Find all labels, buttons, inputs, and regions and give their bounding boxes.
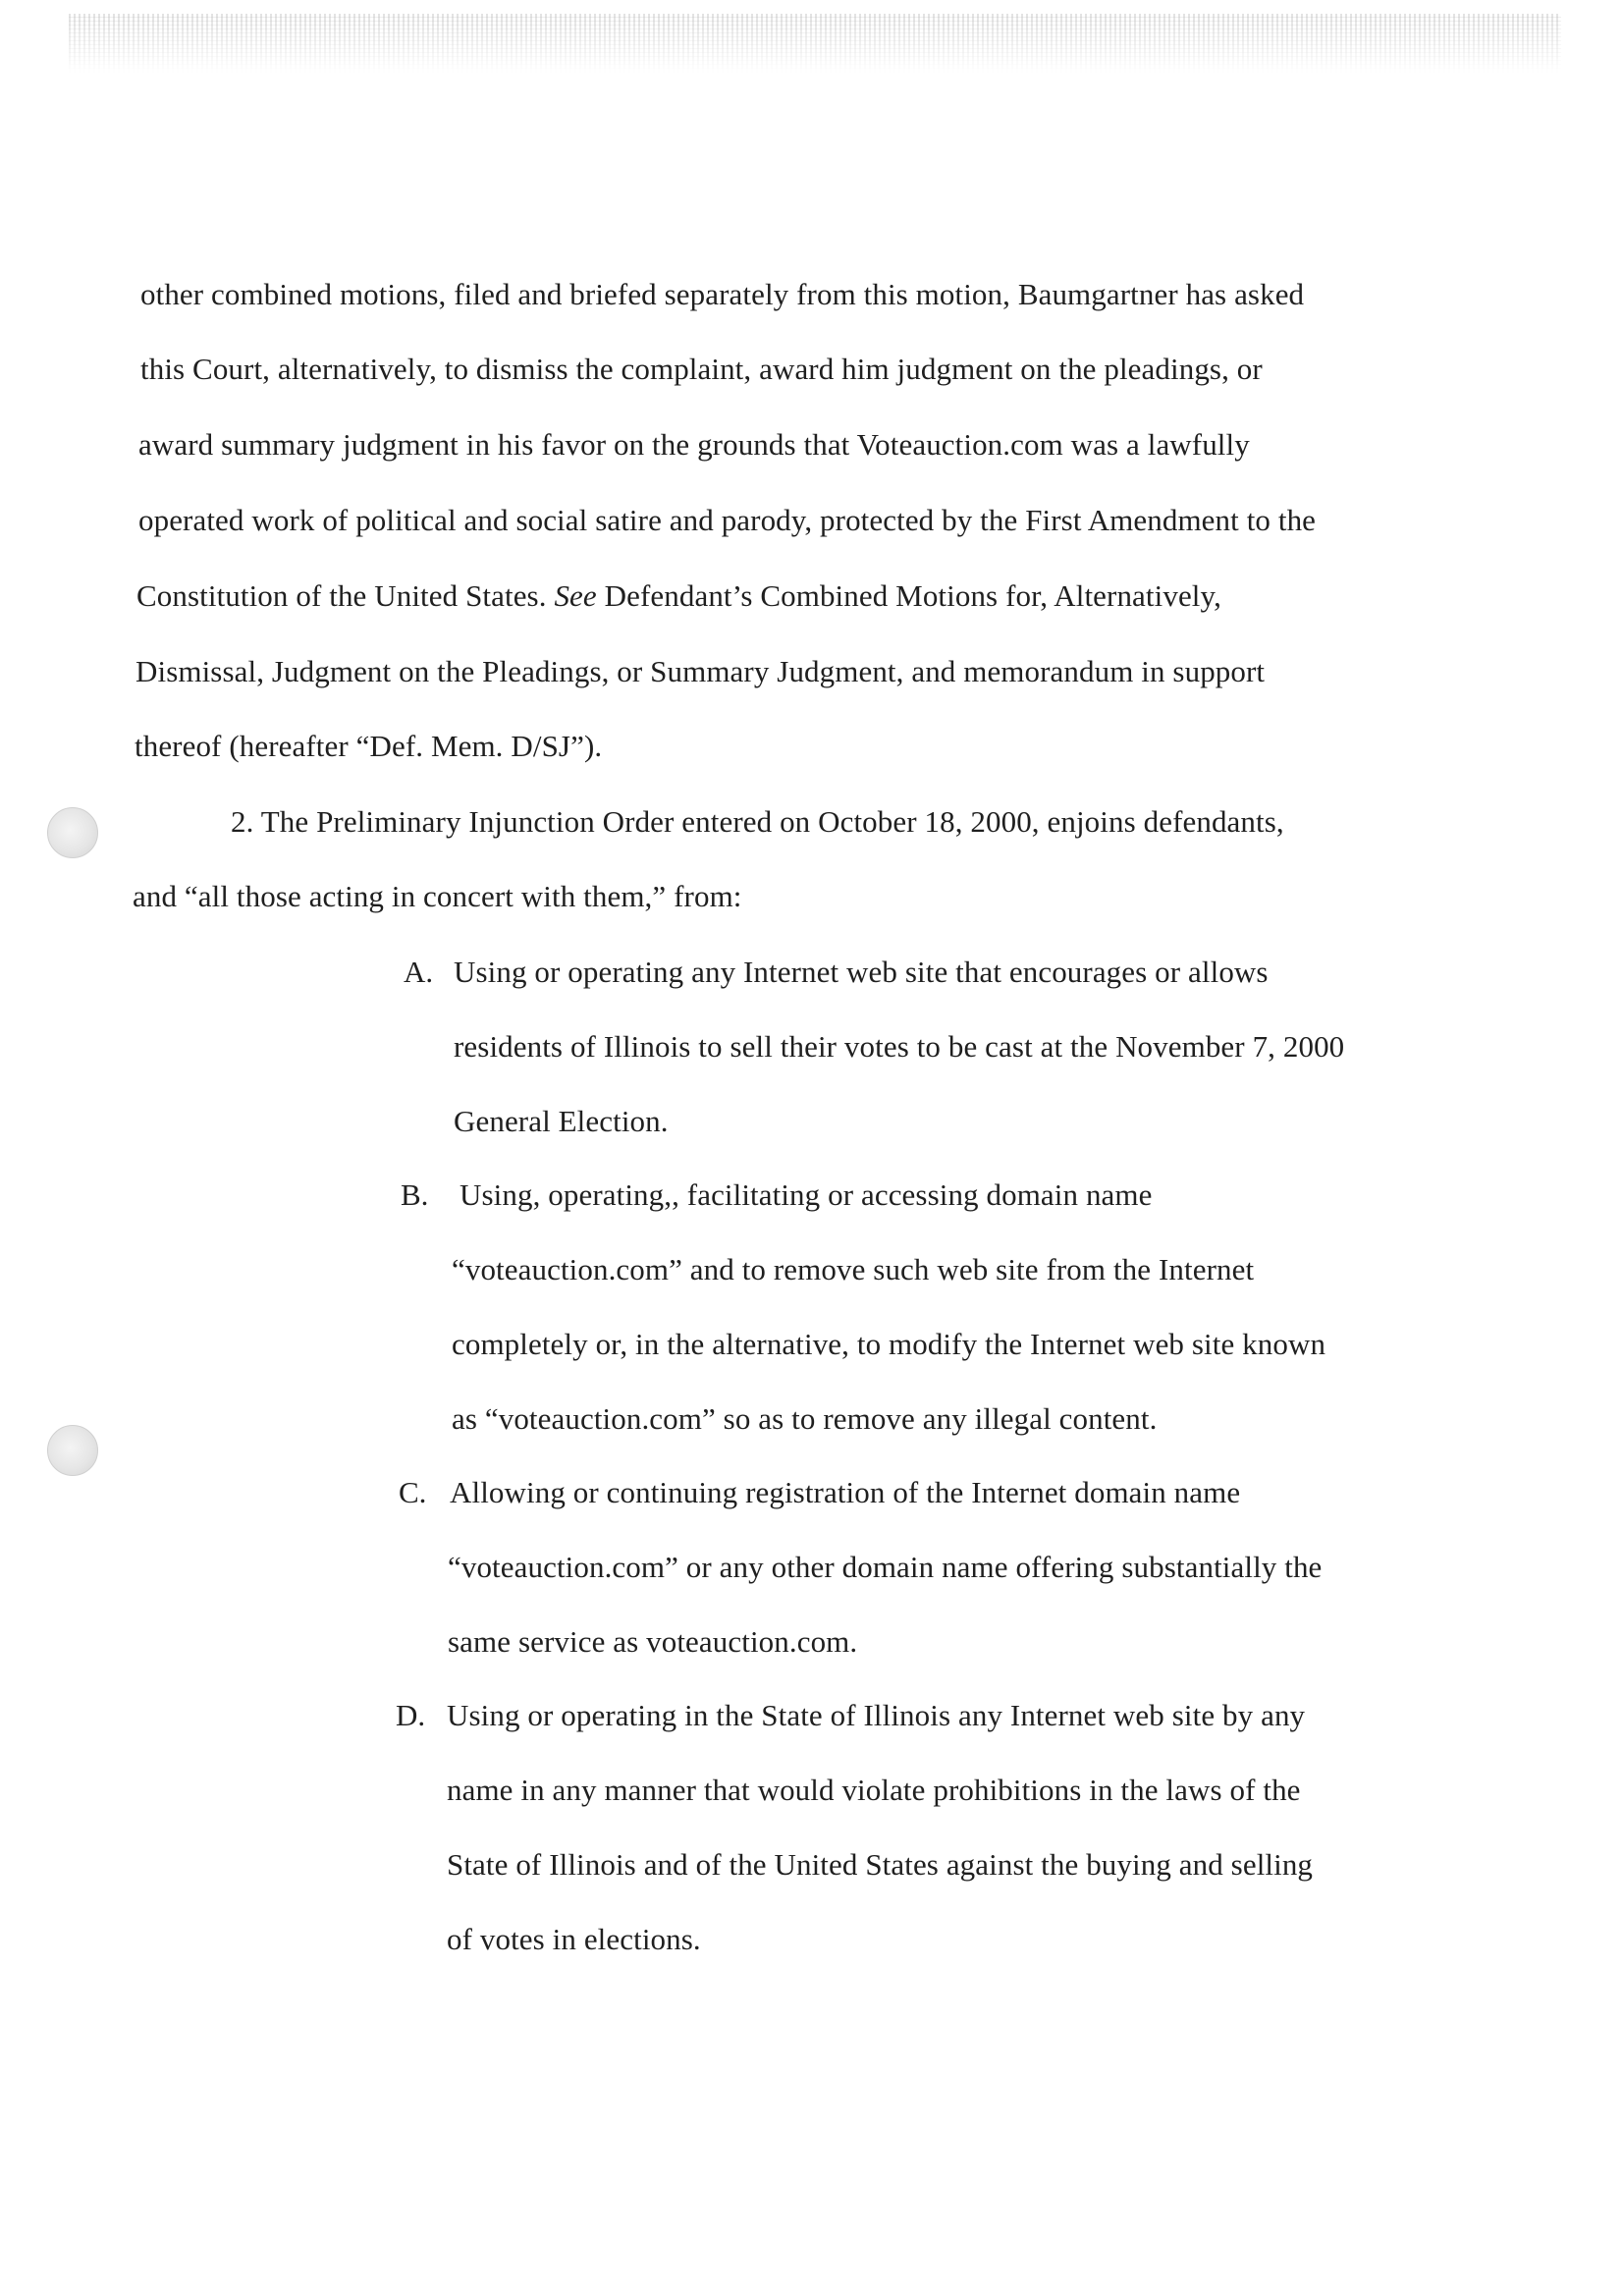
- list-item-line: of votes in elections.: [447, 1922, 701, 1956]
- list-item-line: General Election.: [454, 1104, 669, 1138]
- body-text-line: thereof (hereafter “Def. Mem. D/SJ”).: [135, 729, 603, 763]
- citation-signal: See: [554, 578, 597, 613]
- body-text-line: this Court, alternatively, to dismiss the complaint, award him judgment on the pleadings, or: [140, 352, 1263, 386]
- list-item-line: State of Illinois and of the United States against the buying and selling: [447, 1847, 1314, 1882]
- body-text-line: other combined motions, filed and briefed separately from this motion, Baumgartner has asked: [140, 277, 1305, 311]
- body-text-segment: Constitution of the United States.: [136, 578, 547, 613]
- list-item-line: Allowing or continuing registration of the Internet domain name: [450, 1475, 1241, 1509]
- list-item-letter: B.: [401, 1177, 429, 1212]
- list-item-line: Using, operating,, facilitating or accessing domain name: [460, 1177, 1153, 1212]
- binder-punch-hole: [47, 807, 98, 858]
- list-item-line: “voteauction.com” and to remove such web site from the Internet: [452, 1252, 1255, 1286]
- body-text-line: Dismissal, Judgment on the Pleadings, or Summary Judgment, and memorandum in support: [135, 654, 1266, 688]
- scanner-noise-band: [69, 14, 1561, 73]
- list-item-line: completely or, in the alternative, to modify the Internet web site known: [452, 1327, 1326, 1361]
- body-text-segment: Defendant’s Combined Motions for, Alternatively,: [604, 578, 1221, 613]
- list-item-letter: D.: [396, 1698, 426, 1732]
- list-item-letter: C.: [399, 1475, 427, 1509]
- body-text-line: operated work of political and social satire and parody, protected by the First Amendment to the: [138, 503, 1317, 537]
- list-item-line: same service as voteauction.com.: [448, 1624, 858, 1659]
- numbered-paragraph-line: 2. The Preliminary Injunction Order entered on October 18, 2000, enjoins defendants,: [231, 804, 1284, 839]
- list-item-line: as “voteauction.com” so as to remove any illegal content.: [452, 1401, 1158, 1436]
- list-item-line: residents of Illinois to sell their votes to be cast at the November 7, 2000: [454, 1029, 1345, 1064]
- body-text-line: [136, 576, 1221, 616]
- list-item-letter: A.: [404, 955, 434, 989]
- body-text-line: and “all those acting in concert with them,” from:: [133, 879, 742, 913]
- list-item-line: “voteauction.com” or any other domain name offering substantially the: [448, 1550, 1323, 1584]
- list-item-line: Using or operating any Internet web site that encourages or allows: [454, 955, 1269, 989]
- list-item-line: name in any manner that would violate prohibitions in the laws of the: [447, 1773, 1301, 1807]
- binder-punch-hole: [47, 1425, 98, 1476]
- body-text-line: award summary judgment in his favor on the grounds that Voteauction.com was a lawfully: [138, 427, 1250, 462]
- list-item-line: Using or operating in the State of Illinois any Internet web site by any: [447, 1698, 1306, 1732]
